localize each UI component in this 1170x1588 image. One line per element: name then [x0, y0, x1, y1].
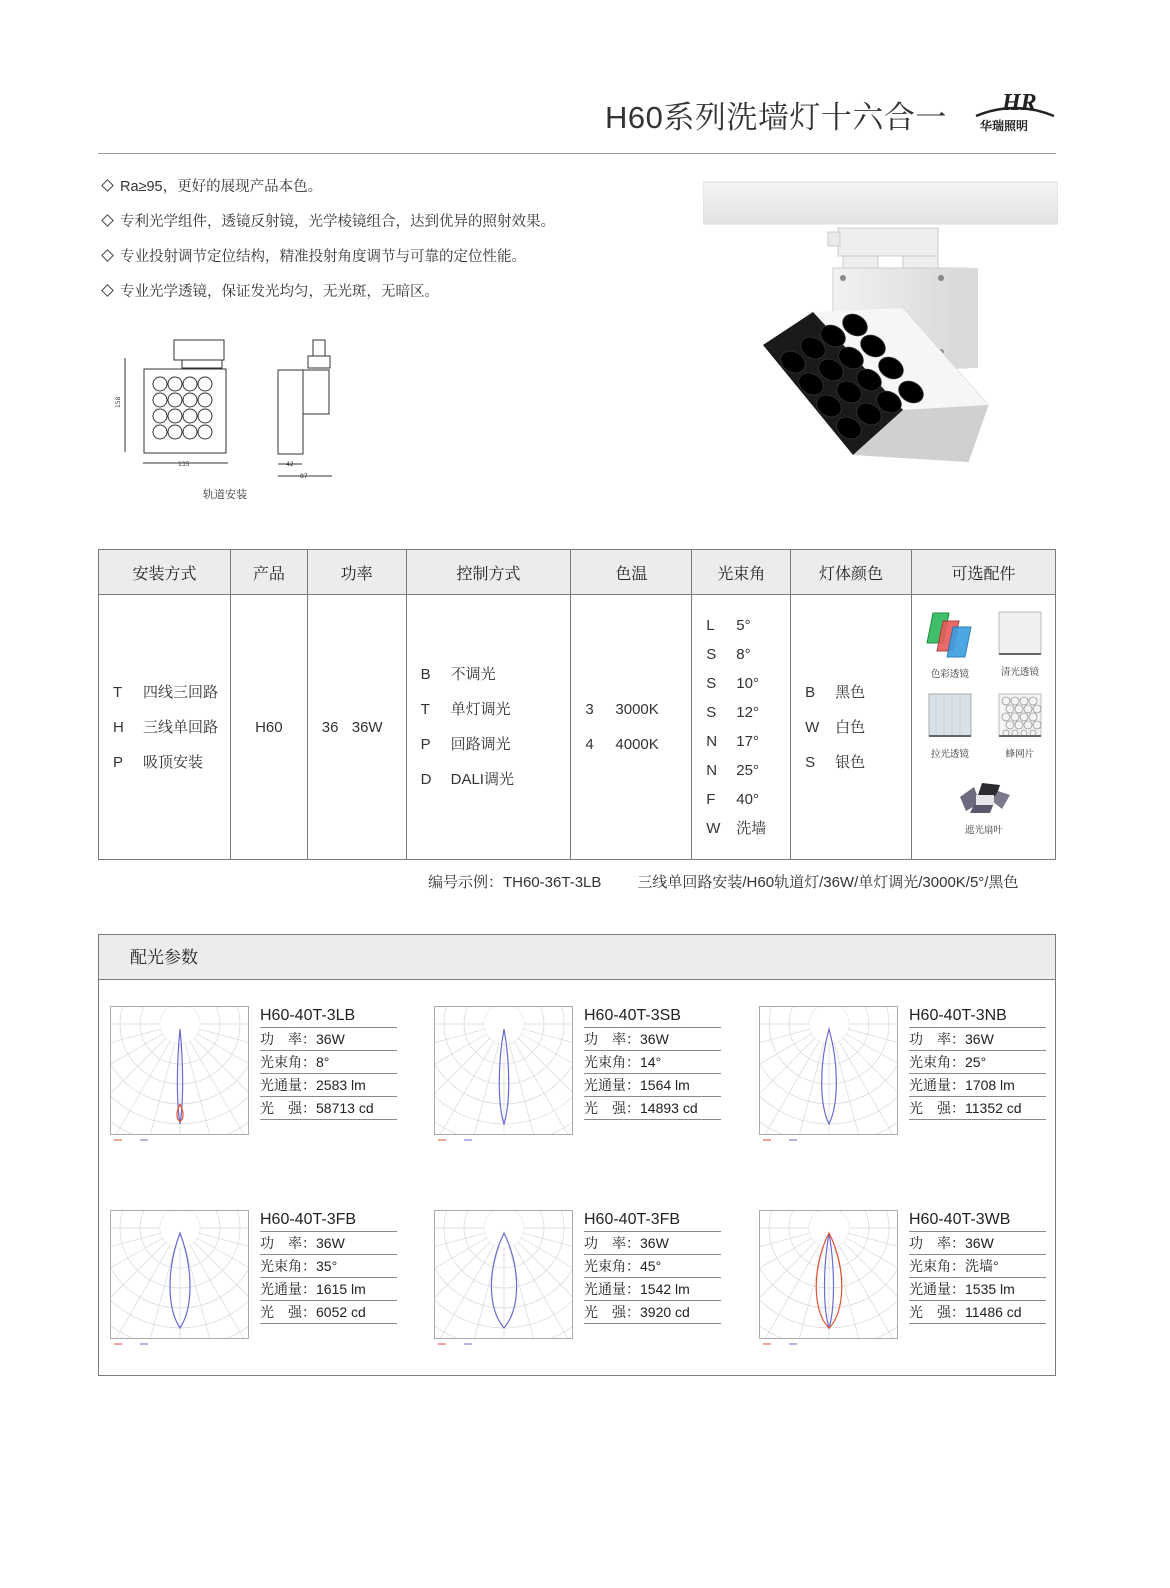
table-row: [99, 595, 1056, 860]
param-luminous-flux: 光通量：1542 lm: [584, 1278, 721, 1301]
mounting-option: H 三线单回路: [113, 718, 219, 736]
beam-option: S 10°: [706, 675, 759, 692]
param-power: 功 率：36W: [909, 1028, 1046, 1051]
feature-item: Ra≥95，更好的展现产品本色。: [100, 176, 555, 211]
polar-diagram-icon: [434, 1210, 574, 1350]
param-intensity: 光 强：11486 cd: [909, 1301, 1046, 1324]
param-power: 功 率：36W: [260, 1028, 397, 1051]
polar-distribution-chart: [759, 1210, 899, 1350]
model-number: H60-40T-3FB: [260, 1210, 397, 1232]
beam-option: L 5°: [706, 617, 751, 634]
param-luminous-flux: 光通量：1615 lm: [260, 1278, 397, 1301]
example-description: 三线单回路安装/H60轨道灯/36W/单灯调光/3000K/5°/黑色: [637, 874, 1019, 891]
diamond-bullet-icon: [101, 214, 114, 227]
polar-distribution-chart: [110, 1006, 250, 1146]
polar-distribution-chart: [110, 1210, 250, 1350]
cell-power: 36 36W: [307, 595, 406, 860]
param-beam-angle: 光束角：35°: [260, 1255, 397, 1278]
polar-distribution-chart: [434, 1210, 574, 1350]
param-power: 功 率：36W: [584, 1028, 721, 1051]
spread-lens-icon: [928, 693, 972, 739]
beam-option: S 8°: [706, 646, 751, 663]
beam-option: N 17°: [706, 733, 759, 750]
photometric-info: [260, 1006, 397, 1120]
example-code: 编号示例：TH60-36T-3LB: [428, 874, 602, 891]
color-lens-icon: [925, 611, 975, 659]
polar-diagram-icon: [434, 1006, 574, 1146]
param-power: 功 率：36W: [260, 1232, 397, 1255]
control-option: D DALI调光: [420, 771, 514, 788]
accessory-item: 拉光透镜: [920, 693, 980, 760]
photometric-info: [909, 1006, 1046, 1120]
color-option: S 银色: [805, 753, 866, 771]
beam-option: N 25°: [706, 762, 759, 779]
mounting-option: T 四线三回路: [113, 683, 219, 701]
model-number: H60-40T-3SB: [584, 1006, 721, 1028]
header-power: 功率: [307, 550, 406, 595]
cell-mounting: [99, 595, 231, 860]
param-luminous-flux: 光通量：1535 lm: [909, 1278, 1046, 1301]
control-option: P 回路调光: [420, 736, 511, 753]
dimension-drawing: [110, 330, 360, 510]
header-product: 产品: [230, 550, 307, 595]
svg-text:158: 158: [115, 396, 122, 408]
cct-option: 4 4000K: [585, 736, 659, 753]
control-option: B 不调光: [420, 666, 496, 683]
param-beam-angle: 光束角：25°: [909, 1051, 1046, 1074]
feature-item: 专利光学组件，透镜反射镜，光学棱镜组合，达到优异的照射效果。: [100, 211, 555, 246]
model-number: H60-40T-3LB: [260, 1006, 397, 1028]
param-beam-angle: 光束角：洗墙°: [909, 1255, 1046, 1278]
svg-text:HR: HR: [1002, 90, 1037, 116]
svg-text:135: 135: [178, 461, 190, 468]
param-intensity: 光 强：58713 cd: [260, 1097, 397, 1120]
mounting-option: P 吸顶安装: [113, 753, 204, 771]
cell-body-color: [791, 595, 912, 860]
diamond-bullet-icon: [101, 249, 114, 262]
photometric-info: [909, 1210, 1046, 1324]
feature-item: 专业投射调节定位结构，精准投射角度调节与可靠的定位性能。: [100, 246, 555, 281]
honeycomb-icon: [998, 693, 1042, 739]
spec-table: [98, 549, 1056, 860]
beam-option: S 12°: [706, 704, 759, 721]
feature-item: 专业光学透镜，保证发光均匀，无光斑，无暗区。: [100, 281, 555, 316]
polar-distribution-chart: [759, 1006, 899, 1146]
header-beam: 光束角: [692, 550, 791, 595]
clear-lens-icon: [998, 611, 1042, 657]
panel-title: 配光参数: [99, 935, 1055, 980]
model-number: H60-40T-3NB: [909, 1006, 1046, 1028]
param-beam-angle: 光束角：14°: [584, 1051, 721, 1074]
beam-option: W 洗墙: [706, 820, 767, 837]
photometric-card: [110, 1006, 402, 1151]
polar-diagram-icon: [759, 1210, 899, 1350]
photometric-info: [584, 1006, 721, 1120]
svg-text:42: 42: [286, 461, 294, 468]
logo-icon: [972, 86, 1058, 136]
header-mounting: 安装方式: [99, 550, 231, 595]
param-power: 功 率：36W: [584, 1232, 721, 1255]
brand-logo: [972, 86, 1058, 136]
photometric-info: [584, 1210, 721, 1324]
accessory-item: 色彩透镜: [920, 611, 980, 680]
photometric-info: [260, 1210, 397, 1324]
photometric-card: [434, 1006, 726, 1151]
diamond-bullet-icon: [101, 284, 114, 297]
order-code-example: [428, 871, 1018, 892]
model-number: H60-40T-3WB: [909, 1210, 1046, 1232]
polar-diagram-icon: [110, 1210, 250, 1350]
polar-diagram-icon: [110, 1006, 250, 1146]
page-title: H60系列洗墙灯十六合一: [605, 100, 947, 135]
param-beam-angle: 光束角：8°: [260, 1051, 397, 1074]
param-intensity: 光 强：14893 cd: [584, 1097, 721, 1120]
svg-text:87: 87: [300, 473, 308, 480]
cct-option: 3 3000K: [585, 701, 659, 718]
diamond-bullet-icon: [101, 179, 114, 192]
header-body-color: 灯体颜色: [791, 550, 912, 595]
header-divider: [98, 153, 1056, 154]
cell-product: H60: [230, 595, 307, 860]
feature-list: [100, 176, 555, 316]
polar-diagram-icon: [759, 1006, 899, 1146]
header-cct: 色温: [571, 550, 692, 595]
accessory-item: 清光透镜: [990, 611, 1050, 678]
color-option: B 黑色: [805, 683, 866, 701]
svg-text:华瑞照明: 华瑞照明: [980, 119, 1029, 133]
cell-control: [406, 595, 571, 860]
barn-door-icon: [956, 781, 1012, 815]
technical-drawing-icon: [110, 330, 360, 490]
cell-beam: [692, 595, 791, 860]
cell-cct: [571, 595, 692, 860]
product-photo: [703, 180, 1058, 470]
beam-option: F 40°: [706, 791, 759, 808]
track-light-image-icon: [703, 180, 1058, 470]
control-option: T 单灯调光: [420, 701, 511, 718]
photometric-card: [759, 1210, 1051, 1355]
param-power: 功 率：36W: [909, 1232, 1046, 1255]
param-luminous-flux: 光通量：1708 lm: [909, 1074, 1046, 1097]
photometric-card: [759, 1006, 1051, 1151]
header-accessories: 可选配件: [911, 550, 1055, 595]
param-luminous-flux: 光通量：1564 lm: [584, 1074, 721, 1097]
param-luminous-flux: 光通量：2583 lm: [260, 1074, 397, 1097]
photometric-card: [434, 1210, 726, 1355]
model-number: H60-40T-3FB: [584, 1210, 721, 1232]
drawing-caption: 轨道安装: [203, 489, 247, 501]
param-beam-angle: 光束角：45°: [584, 1255, 721, 1278]
accessory-item: 遮光扇叶: [952, 781, 1016, 836]
param-intensity: 光 强：3920 cd: [584, 1301, 721, 1324]
photometric-card: [110, 1210, 402, 1355]
param-intensity: 光 强：6052 cd: [260, 1301, 397, 1324]
cell-accessories: [911, 595, 1055, 860]
polar-distribution-chart: [434, 1006, 574, 1146]
table-header-row: [99, 550, 1056, 595]
accessory-item: 蜂网片: [990, 693, 1050, 760]
header-control: 控制方式: [406, 550, 571, 595]
color-option: W 白色: [805, 718, 866, 736]
param-intensity: 光 强：11352 cd: [909, 1097, 1046, 1120]
